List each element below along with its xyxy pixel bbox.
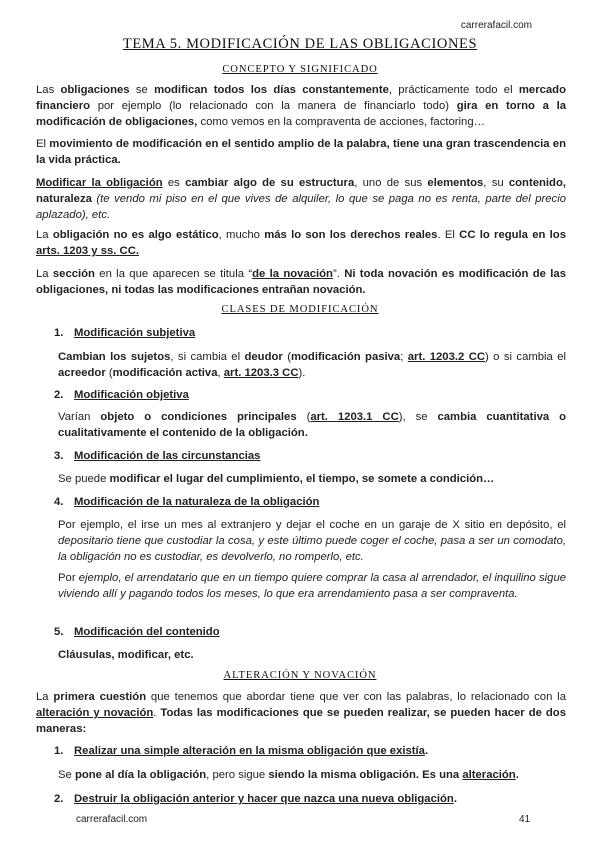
paragraph-naturaleza-deposito: Por ejemplo, el irse un mes al extranjero y dejar el coche en un garaje de X sitio en depósito, el depositario tiene que custodiar la cosa, y este último puede coger el coche, pasa a ser un comodato, la obligación no es custodiar, es devolverlo, no romperlo, etc.	[58, 519, 566, 564]
paragraph-movimiento: El movimiento de modificación en el sentido amplio de la palabra, tiene una gran trascendencia en la vida práctica.	[36, 138, 566, 167]
page-number: 41	[519, 814, 531, 825]
paragraph-circunstancias: Se puede modificar el lugar del cumplimiento, el tiempo, se somete a condición…	[58, 473, 495, 485]
list-item-subjetiva: 1. Modificación subjetiva	[54, 327, 196, 339]
footer-site: carrerafacil.com	[76, 814, 148, 825]
list-item-contenido: 5. Modificación del contenido	[54, 626, 220, 638]
paragraph-seccion: La sección en la que aparecen se titula “de la novación”. Ni toda novación es modificación de las obligaciones, ni todas las modificaciones entrañan novación.	[36, 268, 566, 297]
section-title-alteracion: ALTERACIÓN Y NOVACIÓN	[223, 670, 377, 681]
list-item-alteracion: 1. Realizar una simple alteración en la misma obligación que existía.	[54, 745, 429, 757]
header-site: carrerafacil.com	[460, 20, 532, 31]
list-item-naturaleza: 4. Modificación de la naturaleza de la obligación	[54, 496, 320, 508]
paragraph-objetiva: Varían objeto o condiciones principales (art. 1203.1 CC), se cambia cuantitativa o cualitativamente el contenido de la obligación.	[58, 411, 567, 440]
section-title-clases: CLASES DE MODIFICACIÓN	[221, 304, 379, 315]
paragraph-naturaleza-arrendamiento: Por ejemplo, el arrendatario que en un tiempo quiere comprar la casa al arrendador, el inquilino sigue viviendo allí y pagando todos los meses, lo que era arrendamiento pasa a ser compraventa.	[58, 572, 567, 601]
paragraph-primera-cuestion: La primera cuestión que tenemos que abordar tiene que ver con las palabras, lo relacionado con la alteración y novación. Todas las modificaciones que se pueden realizar, se pueden hacer de dos maneras:	[36, 691, 566, 736]
paragraph-estatico: La obligación no es algo estático, mucho más lo son los derechos reales. El CC lo regula en los arts. 1203 y ss. CC.	[36, 229, 566, 258]
section-title-concepto: CONCEPTO Y SIGNIFICADO	[222, 64, 378, 75]
list-item-objetiva: 2. Modificación objetiva	[54, 389, 189, 401]
list-item-novacion: 2. Destruir la obligación anterior y hacer que nazca una nueva obligación.	[54, 793, 457, 805]
list-item-circunstancias: 3. Modificación de las circunstancias	[54, 450, 261, 462]
paragraph-subjetiva: Cambian los sujetos, si cambia el deudor (modificación pasiva; art. 1203.2 CC) o si cambia el acreedor (modificación activa, art. 1203.3 CC).	[58, 351, 567, 380]
paragraph-obligaciones: Las obligaciones se modifican todos los días constantemente, prácticamente todo el mercado financiero por ejemplo (lo relacionado con la manera de financiarlo todo) gira en torno a la modificación de obligaciones, como vemos en la compraventa de acciones, factoring…	[36, 84, 566, 129]
paragraph-contenido: Cláusulas, modificar, etc.	[58, 649, 194, 661]
page-title: TEMA 5. MODIFICACIÓN DE LAS OBLIGACIONES	[122, 36, 478, 52]
paragraph-modificar: Modificar la obligación es cambiar algo de su estructura, uno de sus elementos, su contenido, naturaleza (te vendo mi piso en el que vives de alquiler, lo que se paga no es renta, parte del precio aplazado), etc.	[36, 177, 566, 222]
paragraph-alteracion: Se pone al día la obligación, pero sigue siendo la misma obligación. Es una alteración.	[58, 769, 519, 781]
